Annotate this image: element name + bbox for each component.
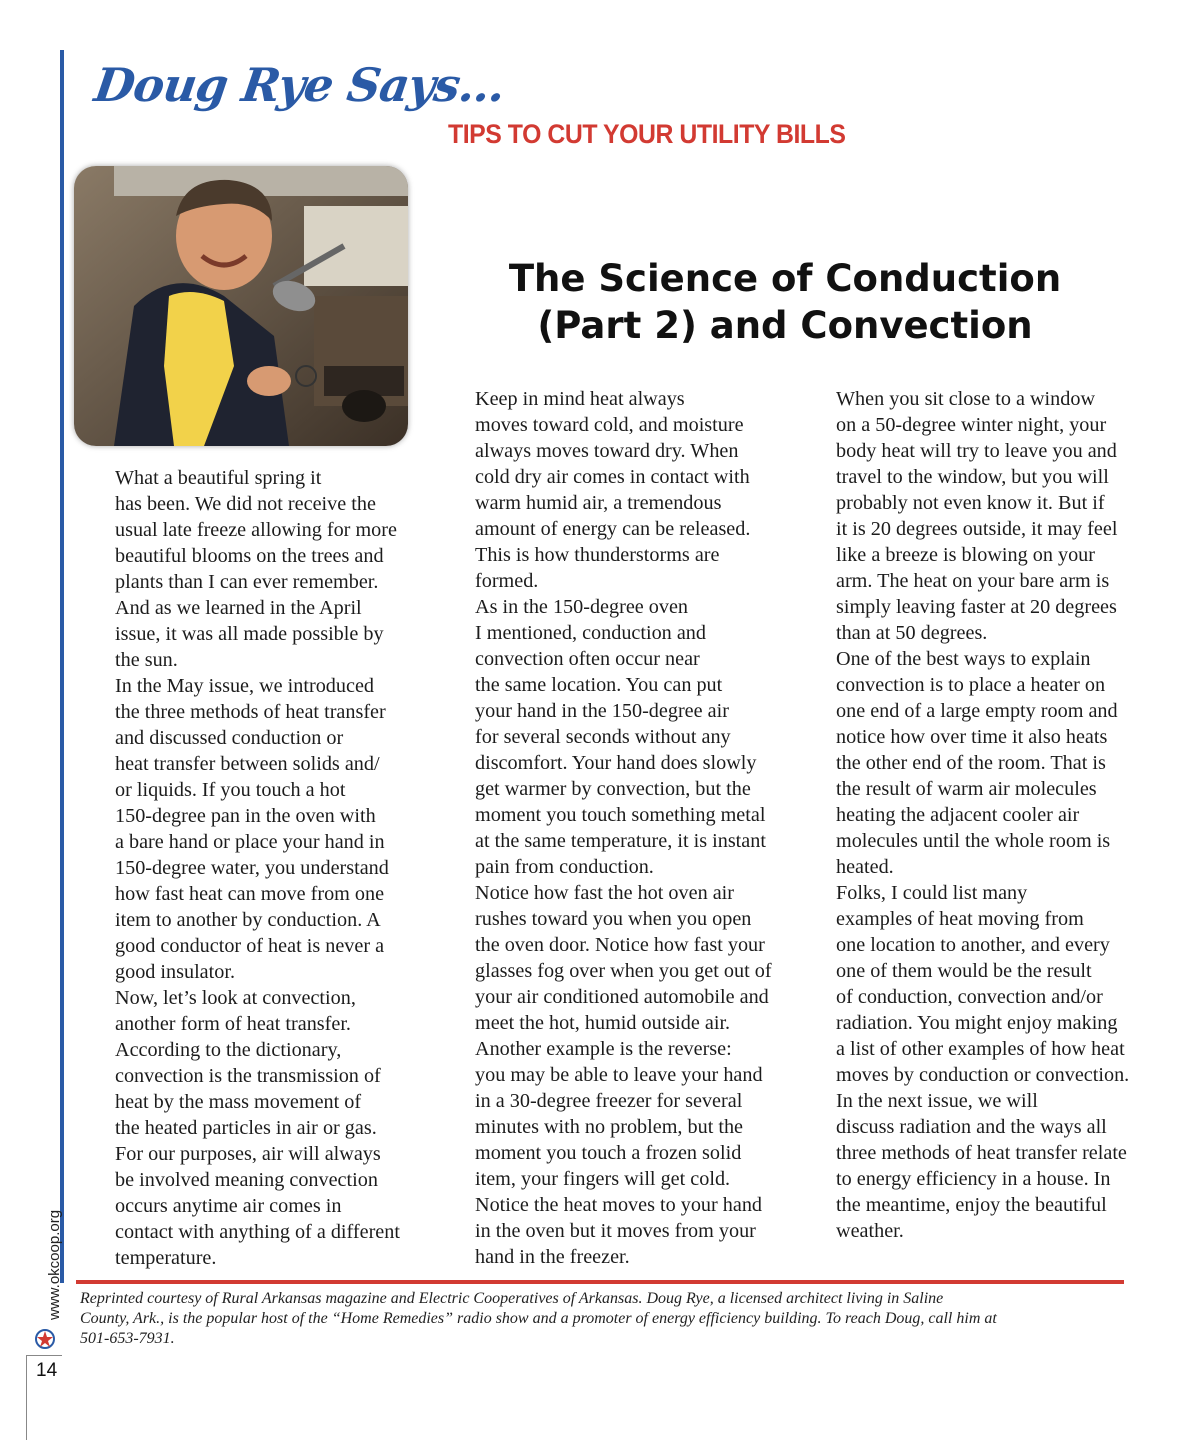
credit-line: County, Ark., is the popular host of the “Home Remedies” radio show and a promoter of energy efficiency building. To reach Doug, call him at [80, 1310, 997, 1327]
text-line: Notice the heat moves to your hand [475, 1194, 763, 1216]
credit-line: Reprinted courtesy of Rural Arkansas magazine and Electric Cooperatives of Arkansas. Doug Rye, a licensed architect living in Saline [80, 1290, 944, 1307]
text-line: for several seconds without any [475, 726, 731, 748]
text-line: the meantime, enjoy the beautiful [836, 1194, 1107, 1216]
text-line: like a breeze is blowing on your [836, 544, 1095, 566]
text-line: One of the best ways to explain [836, 648, 1091, 670]
text-line: occurs anytime air comes in [115, 1195, 342, 1217]
text-line: examples of heat moving from [836, 908, 1084, 930]
text-line: minutes with no problem, but the [475, 1116, 744, 1138]
text-line: This is how thunderstorms are [475, 544, 720, 566]
text-line: usual late freeze allowing for more [115, 519, 397, 541]
text-line: rushes toward you when you open [475, 908, 752, 930]
article-column-1 [78, 465, 418, 1271]
text-line: moves by conduction or convection. [836, 1064, 1130, 1086]
text-line: the three methods of heat transfer [115, 701, 386, 723]
text-line: warm humid air, a tremendous [475, 492, 722, 514]
paragraph [78, 465, 418, 673]
text-line: When you sit close to a window [836, 388, 1096, 410]
paragraph [438, 880, 783, 1036]
text-line: weather. [836, 1220, 904, 1242]
text-line: has been. We did not receive the [115, 493, 376, 515]
text-line: arm. The heat on your bare arm is [836, 570, 1110, 592]
text-line: hand in the freezer. [475, 1246, 630, 1268]
text-line: the oven door. Notice how fast your [475, 934, 765, 956]
text-line: cold dry air comes in contact with [475, 466, 750, 488]
text-line: it is 20 degrees outside, it may feel [836, 518, 1118, 540]
paragraph [438, 386, 783, 594]
text-line: get warmer by convection, but the [475, 778, 751, 800]
text-line: molecules until the whole room is [836, 830, 1111, 852]
text-line: heating the adjacent cooler air [836, 804, 1080, 826]
paragraph [799, 386, 1144, 646]
paragraph [799, 1088, 1144, 1244]
website-url: www.okcoop.org [46, 1209, 63, 1320]
text-line: how fast heat can move from one [115, 883, 385, 905]
text-line: on a 50-degree winter night, your [836, 414, 1107, 436]
text-line: Folks, I could list many [836, 882, 1028, 904]
text-line: at the same temperature, it is instant [475, 830, 766, 852]
text-line: one of them would be the result [836, 960, 1092, 982]
text-line: What a beautiful spring it [115, 467, 322, 489]
text-line: pain from conduction. [475, 856, 654, 878]
left-margin-rule [60, 50, 64, 1283]
paragraph [78, 673, 418, 985]
paragraph [799, 646, 1144, 880]
text-line: the result of warm air molecules [836, 778, 1097, 800]
text-line: another form of heat transfer. [115, 1013, 351, 1035]
text-line: your air conditioned automobile and [475, 986, 769, 1008]
text-line: I mentioned, conduction and [475, 622, 706, 644]
text-line: three methods of heat transfer relate [836, 1142, 1127, 1164]
text-line: the sun. [115, 649, 178, 671]
text-line: moment you touch a frozen solid [475, 1142, 742, 1164]
text-line: travel to the window, but you will [836, 466, 1109, 488]
paragraph [438, 594, 783, 880]
text-line: meet the hot, humid outside air. [475, 1012, 731, 1034]
credit-line: 501-653-7931. [80, 1330, 175, 1347]
paragraph [438, 1036, 783, 1270]
text-line: 150-degree pan in the oven with [115, 805, 376, 827]
text-line: one end of a large empty room and [836, 700, 1118, 722]
text-line: 150-degree water, you understand [115, 857, 389, 879]
page-number-rule [26, 1355, 62, 1356]
text-line: the heated particles in air or gas. [115, 1117, 377, 1139]
text-line: convection is the transmission of [115, 1065, 381, 1087]
text-line: you may be able to leave your hand [475, 1064, 763, 1086]
text-line: radiation. You might enjoy making [836, 1012, 1118, 1034]
text-line: notice how over time it also heats [836, 726, 1108, 748]
text-line: According to the dictionary, [115, 1039, 342, 1061]
text-line: beautiful blooms on the trees and [115, 545, 384, 567]
page-number-edge [26, 1355, 27, 1440]
text-line: always moves toward dry. When [475, 440, 739, 462]
text-line: to energy efficiency in a house. In [836, 1168, 1111, 1190]
paragraph [78, 985, 418, 1271]
text-line: item, your fingers will get cold. [475, 1168, 731, 1190]
tagline: TIPS TO CUT YOUR UTILITY BILLS [448, 119, 846, 149]
text-line: heated. [836, 856, 894, 878]
text-line: Another example is the reverse: [475, 1038, 732, 1060]
text-line: your hand in the 150-degree air [475, 700, 729, 722]
text-line: the other end of the room. That is [836, 752, 1106, 774]
text-line: the same location. You can put [475, 674, 723, 696]
title-line-1: The Science of Conduction [508, 257, 1062, 300]
text-line: moment you touch something metal [475, 804, 766, 826]
title-line-2: (Part 2) and Convection [537, 304, 1033, 347]
text-line: moves toward cold, and moisture [475, 414, 744, 436]
text-line: Notice how fast the hot oven air [475, 882, 734, 904]
text-line: than at 50 degrees. [836, 622, 988, 644]
text-line: temperature. [115, 1247, 217, 1269]
text-line: good insulator. [115, 961, 236, 983]
text-line: convection is to place a heater on [836, 674, 1106, 696]
text-line: And as we learned in the April [115, 597, 362, 619]
article-column-3 [799, 386, 1144, 1244]
text-line: and discussed conduction or [115, 727, 344, 749]
text-line: heat by the mass movement of [115, 1091, 362, 1113]
text-line: plants than I can ever remember. [115, 571, 379, 593]
text-line: contact with anything of a different [115, 1221, 400, 1243]
text-line: be involved meaning convection [115, 1169, 378, 1191]
text-line: one location to another, and every [836, 934, 1110, 956]
text-line: item to another by conduction. A [115, 909, 381, 931]
text-line: glasses fog over when you get out of [475, 960, 772, 982]
text-line: in the oven but it moves from your [475, 1220, 756, 1242]
text-line: discuss radiation and the ways all [836, 1116, 1107, 1138]
text-line: good conductor of heat is never a [115, 935, 385, 957]
text-line: heat transfer between solids and/ [115, 753, 380, 775]
article-column-2 [438, 386, 783, 1270]
coop-logo-icon [34, 1328, 56, 1355]
page-number: 14 [36, 1360, 58, 1381]
footer-divider [76, 1280, 1124, 1284]
text-line: a bare hand or place your hand in [115, 831, 385, 853]
text-line: body heat will try to leave you and [836, 440, 1117, 462]
reprint-credit [80, 1289, 1130, 1349]
text-line: For our purposes, air will always [115, 1143, 381, 1165]
text-line: In the May issue, we introduced [115, 675, 375, 697]
text-line: Now, let’s look at convection, [115, 987, 356, 1009]
paragraph [799, 880, 1144, 1088]
article-title [440, 255, 1130, 349]
text-line: amount of energy can be released. [475, 518, 751, 540]
text-line: or liquids. If you touch a hot [115, 779, 346, 801]
text-line: of conduction, convection and/or [836, 986, 1103, 1008]
text-line: probably not even know it. But if [836, 492, 1105, 514]
text-line: discomfort. Your hand does slowly [475, 752, 757, 774]
text-line: in a 30-degree freezer for several [475, 1090, 743, 1112]
author-photo [74, 166, 408, 446]
text-line: convection often occur near [475, 648, 700, 670]
text-line: As in the 150-degree oven [475, 596, 689, 618]
text-line: a list of other examples of how heat [836, 1038, 1125, 1060]
text-line: simply leaving faster at 20 degrees [836, 596, 1117, 618]
text-line: issue, it was all made possible by [115, 623, 384, 645]
text-line: formed. [475, 570, 539, 592]
text-line: In the next issue, we will [836, 1090, 1038, 1112]
brand-script-title: Doug Rye Says... [91, 58, 509, 112]
text-line: Keep in mind heat always [475, 388, 685, 410]
